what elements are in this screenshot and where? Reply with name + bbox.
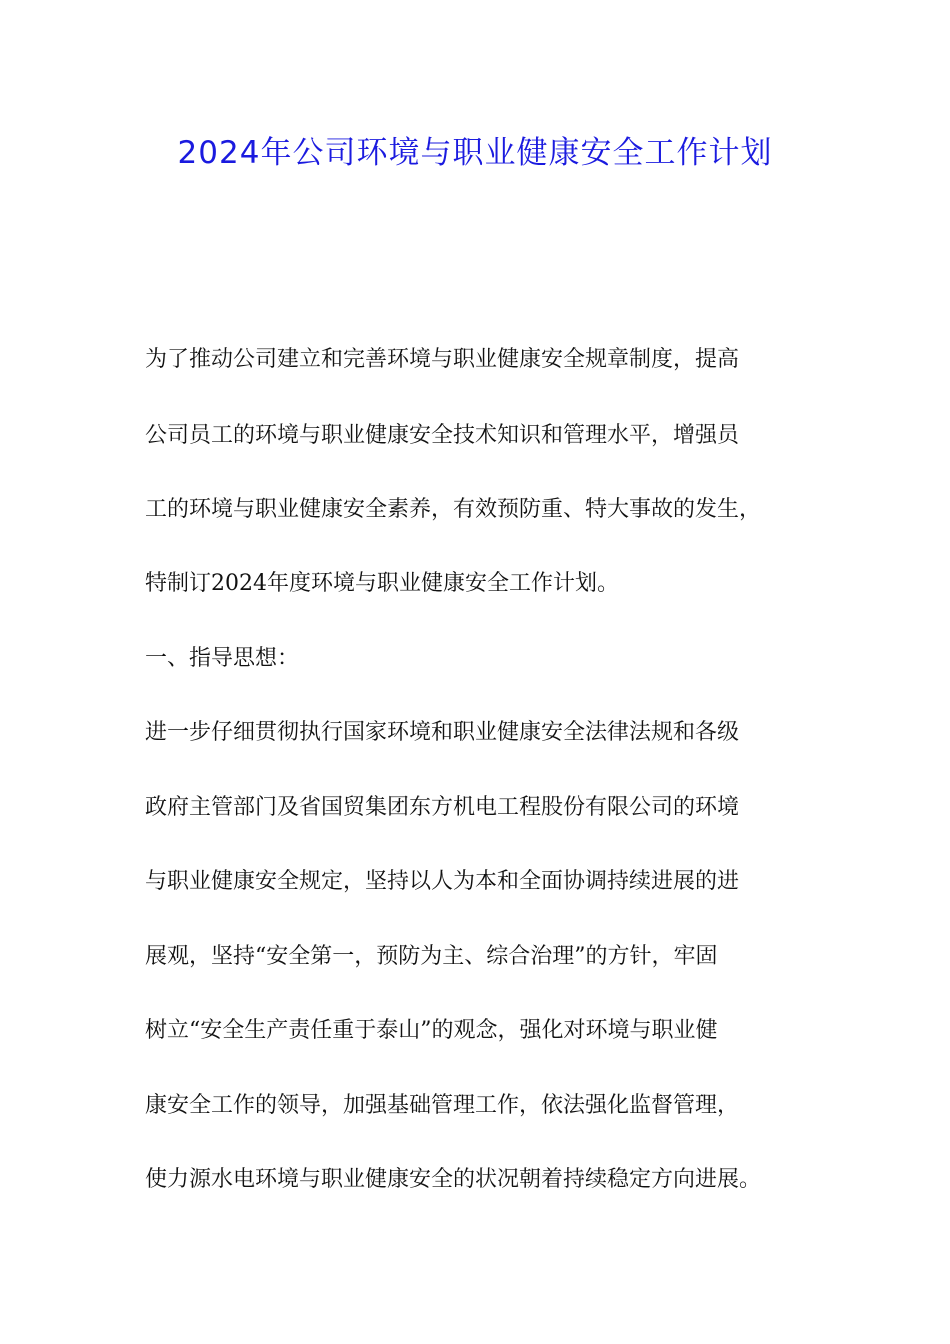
paragraph-line: 进一步仔细贯彻执行国家环境和职业健康安全法律法规和各级 (145, 720, 740, 745)
document-title: 2024年公司环境与职业健康安全工作计划 (177, 135, 773, 171)
paragraph-line: 使力源水电环境与职业健康安全的状况朝着持续稳定方向进展。 (145, 1167, 762, 1192)
paragraph-line: 为了推动公司建立和完善环境与职业健康安全规章制度，提高 (145, 347, 740, 372)
paragraph-line: 与职业健康安全规定，坚持以人为本和全面协调持续进展的进 (145, 869, 740, 894)
paragraph-line: 特制订2024年度环境与职业健康安全工作计划。 (145, 571, 619, 596)
paragraph-line: 展观，坚持“安全第一，预防为主、综合治理”的方针，牢固 (145, 944, 718, 969)
paragraph-line: 树立“安全生产责任重于泰山”的观念，强化对环境与职业健 (145, 1018, 718, 1043)
section-heading: 一、指导思想： (145, 646, 300, 671)
paragraph-line: 康安全工作的领导，加强基础管理工作，依法强化监督管理， (145, 1093, 740, 1118)
paragraph-line: 公司员工的环境与职业健康安全技术知识和管理水平，增强员 (145, 423, 740, 448)
paragraph-line: 政府主管部门及省国贸集团东方机电工程股份有限公司的环境 (145, 795, 740, 820)
paragraph-line: 工的环境与职业健康安全素养，有效预防重、特大事故的发生， (145, 497, 762, 522)
